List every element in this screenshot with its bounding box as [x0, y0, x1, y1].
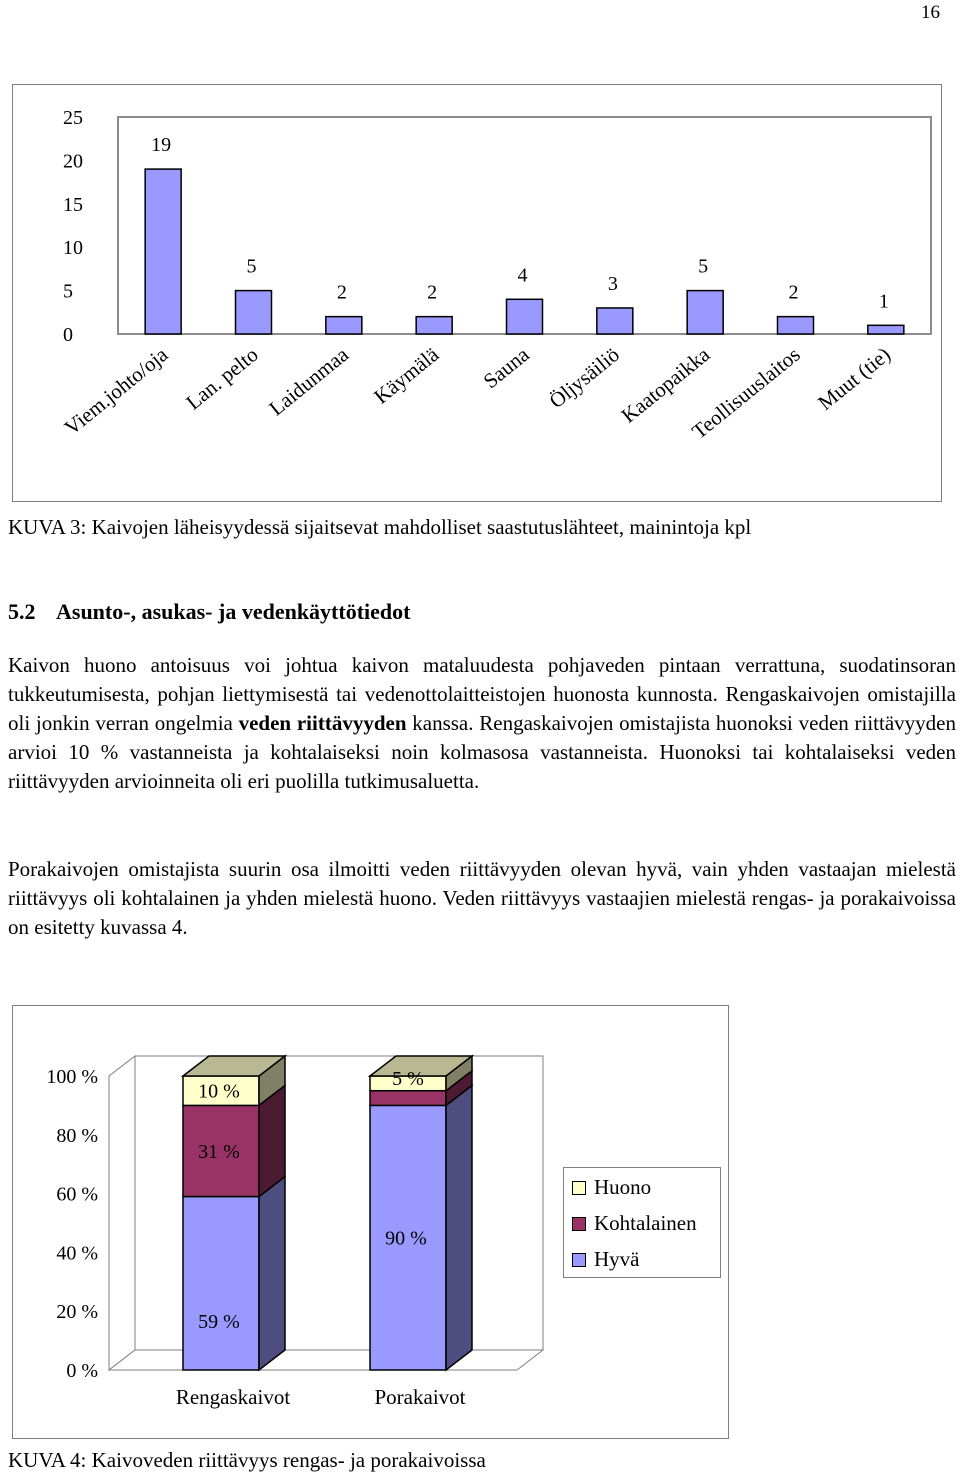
- data-label: 59 %: [198, 1311, 240, 1333]
- y-tick-label: 40 %: [56, 1242, 98, 1265]
- section-title: Asunto-, asukas- ja vedenkäyttötiedot: [56, 599, 411, 624]
- bar-kaatopaikka: [687, 291, 723, 334]
- figure-4-caption: KUVA 4: Kaivoveden riittävyys rengas- ja porakaivoissa: [8, 1448, 486, 1472]
- y-tick-label: 20: [63, 150, 83, 173]
- x-tick-label: Teollisuuslaitos: [687, 342, 805, 444]
- legend-label-kohtalainen: Kohtalainen: [594, 1211, 697, 1235]
- figure-3-plot: [13, 85, 943, 503]
- data-label: 5 %: [392, 1068, 424, 1090]
- bar-teollisuuslaitos: [778, 317, 814, 334]
- data-label: 2: [427, 281, 438, 304]
- y-tick-label: 5: [63, 280, 73, 303]
- legend-label-huono: Huono: [594, 1175, 652, 1199]
- paragraph-2: Porakaivojen omistajista suurin osa ilmoitti veden riittävyyden olevan hyvä, vain yhden vastaajan mielestä riittävyys oli kohtalainen ja yhden mielestä huono. Veden riittävyys vastaajien mielestä rengas- ja porakaivoissa on esitetty kuvassa 4.: [8, 857, 956, 939]
- x-tick-label: Kaatopaikka: [616, 342, 715, 428]
- data-label: 90 %: [385, 1227, 427, 1250]
- x-tick-label: Viem.johto/oja: [59, 342, 173, 440]
- bar-muut-tie: [868, 325, 904, 334]
- legend-label-hyva: Hyvä: [594, 1247, 640, 1271]
- bar-front-porakaivot-kohtalainen: [370, 1091, 446, 1106]
- data-label: 4: [517, 264, 528, 287]
- paragraph-1-text-b: kanssa. Rengaskaivojen omistajista huonoksi veden riittävyyden arvioi 10 % vastanneista ja kohtalaiseksi noin kolmasosa vastanneista. Huonoksi tai kohtalaiseksi veden riittävyyden arvioinneita oli eri puolilla tutkimusaluetta.: [8, 711, 956, 793]
- x-tick-label: Sauna: [478, 342, 534, 394]
- paragraph-1-bold: veden riittävyyden: [238, 711, 407, 735]
- bar-viem-johto-oja: [145, 169, 181, 334]
- bar-laidunmaa: [326, 317, 362, 334]
- bar-lan-pelto: [236, 291, 272, 334]
- y-tick-label: 80 %: [56, 1124, 98, 1147]
- bar-side-porakaivot-hyv: [446, 1085, 472, 1370]
- data-label: 19: [151, 134, 172, 157]
- bar-front-rengaskaivot-hyv: [183, 1197, 259, 1370]
- data-label: 10 %: [198, 1080, 240, 1103]
- page-number: 16: [921, 2, 940, 23]
- y-tick-label: 20 %: [56, 1301, 98, 1324]
- x-tick-label: Muut (tie): [813, 342, 895, 415]
- bar-ljys-ili: [597, 308, 633, 334]
- bar-k-ym-l: [416, 317, 452, 334]
- x-tick-label: Käymälä: [369, 342, 444, 409]
- y-tick-label: 0 %: [66, 1360, 98, 1382]
- section-heading: [8, 598, 410, 626]
- data-label: 31 %: [198, 1140, 240, 1163]
- y-tick-label: 15: [63, 193, 83, 216]
- y-tick-label: 60 %: [56, 1183, 98, 1206]
- legend-swatch-huono: [572, 1181, 586, 1195]
- paragraph-1-text-a: Kaivon huono antoisuus voi johtua kaivon mataluudesta pohjaveden pintaan verrattuna, suodatinsoran tukkeutumisesta, pohjan liettymisestä tai vedenottolaitteistojen huonosta kunnosta. Rengaskaivojen omistajilla oli jonkin verran ongelmia: [8, 653, 956, 735]
- x-tick-label: Porakaivot: [374, 1385, 466, 1409]
- figure-3-chart: [12, 84, 942, 502]
- data-label: 1: [878, 290, 889, 313]
- data-label: 2: [788, 281, 799, 304]
- legend-swatch-hyva: [572, 1253, 586, 1267]
- y-tick-label: 100 %: [46, 1066, 98, 1088]
- y-tick-label: 25: [63, 107, 83, 129]
- legend-swatch-kohtalainen: [572, 1217, 586, 1231]
- data-label: 2: [336, 281, 347, 304]
- figure-4-chart: [12, 1005, 729, 1439]
- x-tick-label: Laidunmaa: [264, 342, 353, 421]
- data-label: 5: [698, 255, 709, 278]
- figure-3-caption: KUVA 3: Kaivojen läheisyydessä sijaitsevat mahdolliset saastutuslähteet, mainintoja kpl: [8, 515, 752, 539]
- data-label: 3: [607, 272, 618, 295]
- x-tick-label: Rengaskaivot: [175, 1385, 291, 1409]
- data-label: 5: [246, 255, 257, 278]
- bar-side-rengaskaivot-hyv: [259, 1177, 285, 1370]
- floor: [109, 1350, 543, 1370]
- bar-sauna: [507, 299, 543, 334]
- figure-4-legend: [563, 1167, 721, 1278]
- section-number: 5.2: [8, 599, 36, 624]
- y-tick-label: 0: [63, 324, 73, 346]
- y-tick-label: 10: [63, 237, 83, 260]
- x-tick-label: Lan. pelto: [181, 342, 263, 415]
- side-wall: [109, 1056, 135, 1370]
- paragraph-1: [8, 651, 956, 796]
- x-tick-label: Öljysäiliö: [544, 342, 624, 414]
